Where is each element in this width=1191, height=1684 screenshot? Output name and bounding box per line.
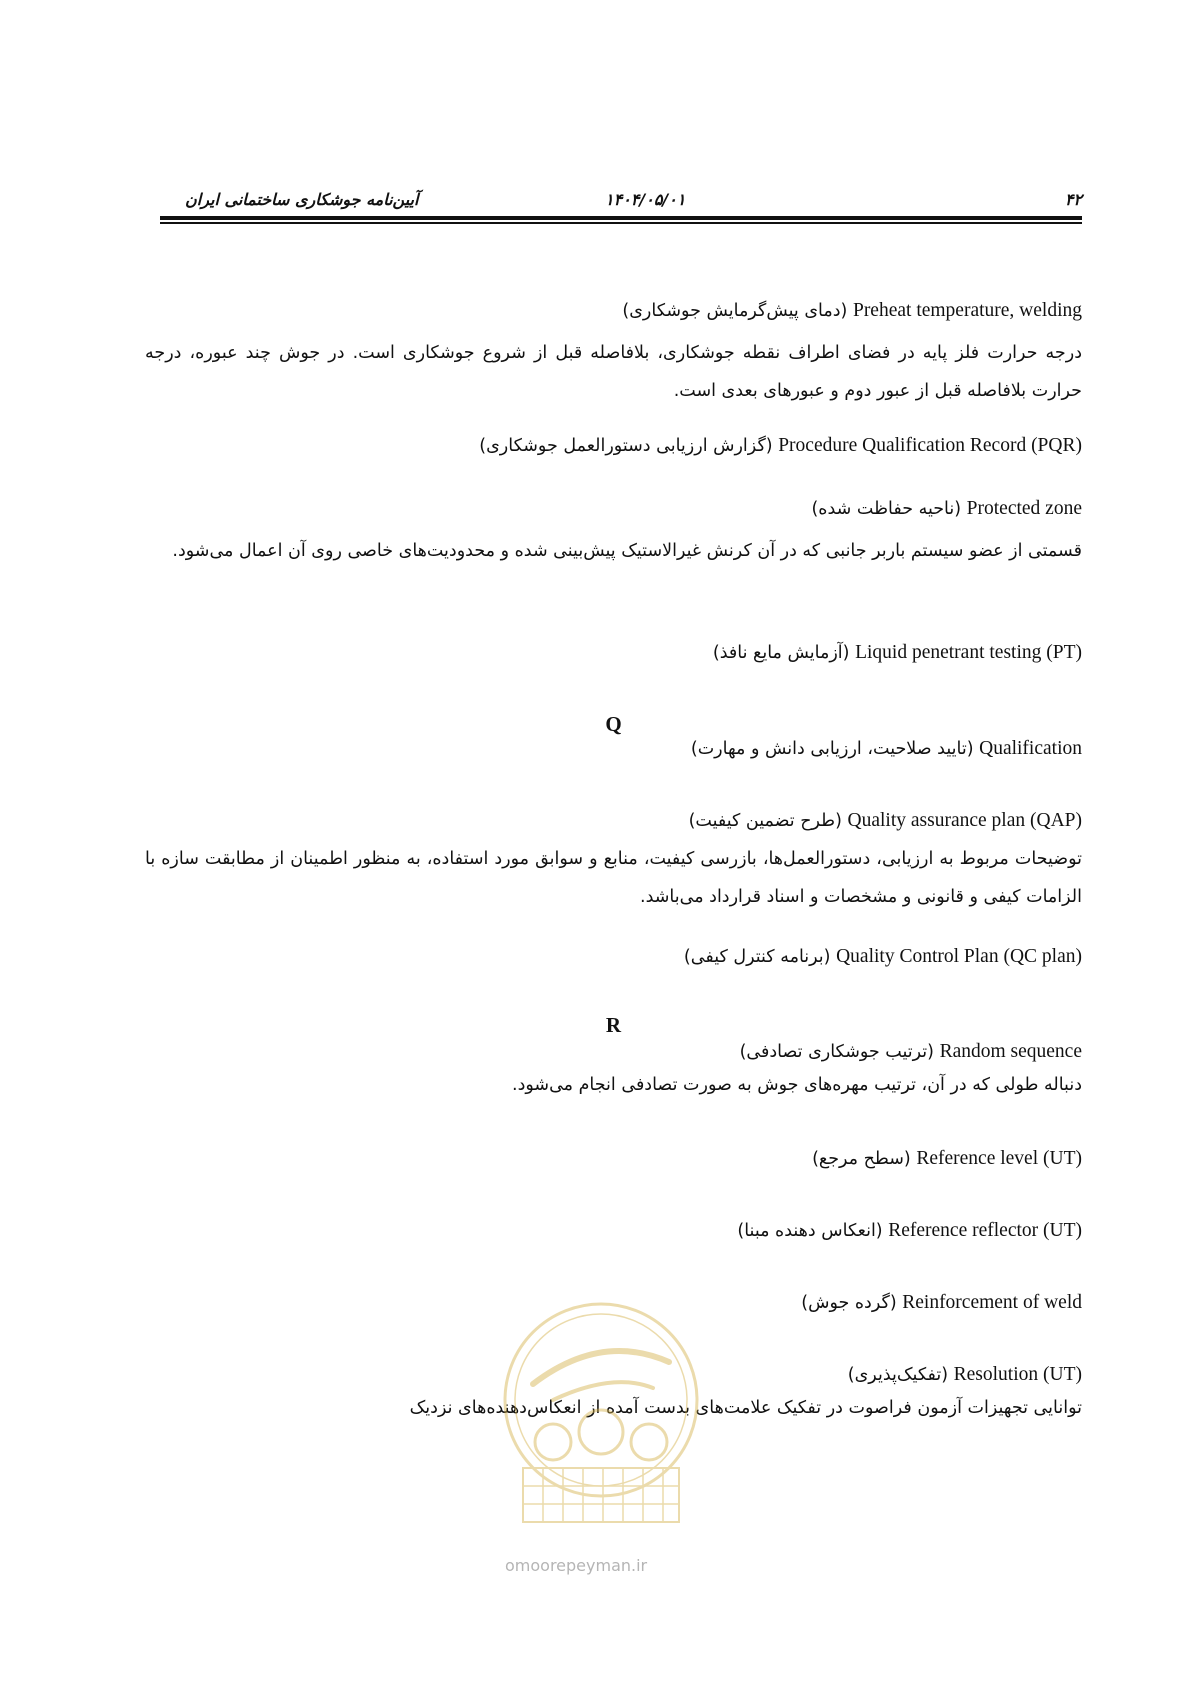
watermark-url: omoorepeyman.ir	[505, 1556, 648, 1575]
term-en: Quality assurance plan (QAP)	[847, 810, 1082, 831]
term-qap	[689, 810, 1082, 832]
definition-resolution: توانایی تجهیزات آزمون فراصوت در تفکیک علامت‌های بدست آمده از انعکاس‌دهنده‌های نزدیک	[409, 1398, 1082, 1418]
term-en: Random sequence	[939, 1041, 1082, 1062]
definition-protected-zone: قسمتی از عضو سیستم باربر جانبی که در آن کرنش غیرالاستیک پیش‌بینی شده و محدودیت‌های خاصی روی آن اعمال می‌شود.	[172, 541, 1082, 561]
term-pt	[713, 642, 1082, 664]
term-qualification	[691, 738, 1082, 760]
watermark-logo	[493, 1292, 709, 1540]
term-en: Procedure Qualification Record (PQR)	[778, 435, 1082, 456]
term-en: Reference reflector (UT)	[888, 1220, 1082, 1241]
term-fa: (برنامه کنترل کیفی)	[683, 947, 831, 967]
section-letter-q: Q	[605, 712, 622, 736]
term-fa: (تایید صلاحیت، ارزیابی دانش و مهارت)	[690, 739, 974, 759]
term-reinforcement	[801, 1292, 1082, 1314]
term-en: Resolution (UT)	[953, 1364, 1082, 1385]
term-fa: (دمای پیش‌گرمایش جوشکاری)	[622, 301, 848, 321]
definition-qap: توضیحات مربوط به ارزیابی، دستورالعمل‌ها، بازرسی کیفیت، منابع و سوابق مورد استفاده، به منظور اطمینان از مطابقت سازه با الزامات کیفی و قانونی و مشخصات و اسناد قرارداد می‌باشد.	[145, 849, 1082, 907]
term-fa: (گزارش ارزیابی دستورالعمل جوشکاری)	[479, 436, 773, 456]
term-fa: (تفکیک‌پذیری)	[847, 1365, 949, 1385]
term-en: Reinforcement of weld	[902, 1292, 1082, 1313]
term-fa: (انعکاس دهنده مبنا)	[737, 1221, 883, 1241]
term-random-sequence	[740, 1041, 1082, 1063]
term-reference-level	[812, 1148, 1082, 1170]
page-header	[160, 186, 1082, 216]
term-en: Quality Control Plan (QC plan)	[836, 946, 1082, 967]
term-fa: (طرح تضمین کیفیت)	[688, 811, 842, 831]
term-en: Liquid penetrant testing (PT)	[855, 642, 1082, 663]
header-date: ۱۴۰۴/۰۵/۰۱	[605, 190, 686, 209]
definition-preheat: درجه حرارت فلز پایه در فضای اطراف نقطه جوشکاری، بلافاصله قبل از شروع جوشکاری است. در جوش چند عبوره، درجه حرارت بلافاصله قبل از عبور دوم و عبورهای بعدی است.	[145, 343, 1082, 401]
term-fa: (سطح مرجع)	[812, 1149, 911, 1169]
header-title: آیین‌نامه جوشکاری ساختمانی ایران	[185, 190, 419, 209]
term-en: Protected zone	[966, 498, 1082, 519]
term-resolution	[848, 1364, 1082, 1386]
header-rule-thick	[160, 216, 1082, 220]
page-number: ۴۲	[1064, 190, 1082, 209]
section-letter-r: R	[605, 1013, 622, 1037]
term-en: Reference level (UT)	[916, 1148, 1082, 1169]
term-fa: (ترتیب جوشکاری تصادفی)	[739, 1042, 934, 1062]
term-en: Qualification	[979, 738, 1082, 759]
term-fa: (آزمایش مایع نافذ)	[712, 643, 850, 663]
term-protected-zone	[811, 498, 1082, 520]
term-fa: (ناحیه حفاظت شده)	[811, 499, 962, 519]
term-qc-plan	[684, 946, 1082, 968]
term-fa: (گرده جوش)	[801, 1293, 897, 1313]
definition-random-sequence: دنباله طولی که در آن، ترتیب مهره‌های جوش به صورت تصادفی انجام می‌شود.	[512, 1075, 1082, 1095]
term-pqr	[479, 435, 1082, 457]
term-reference-reflector	[737, 1220, 1082, 1242]
term-en: Preheat temperature, welding	[852, 300, 1082, 321]
term-preheat	[622, 300, 1082, 322]
header-rule-thin	[160, 222, 1082, 224]
